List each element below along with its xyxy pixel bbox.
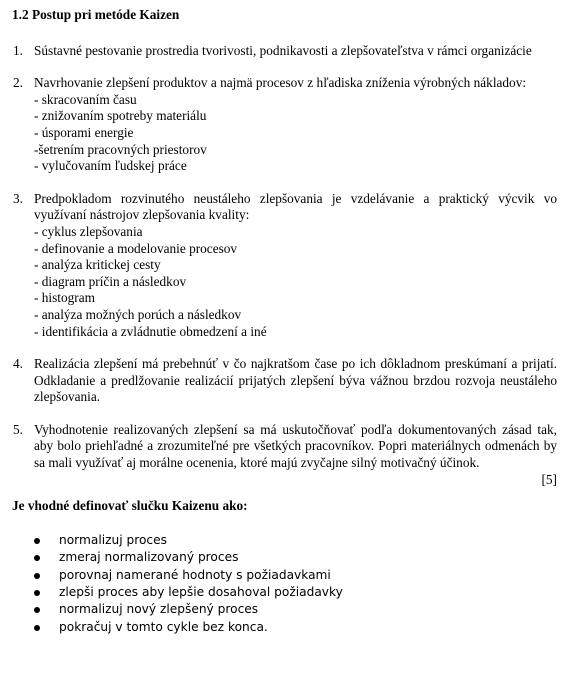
section-title: 1.2 Postup pri metóde Kaizen <box>12 7 180 22</box>
document-page <box>12 7 557 636</box>
list-item-3 <box>12 191 557 340</box>
item-text: Vyhodnotenie realizovaných zlepšení sa má uskutočňovať podľa dokumentovaných zásad tak, aby bolo priehľadné a zrozumiteľné pre všetkých pracovníkov. Popri materiálnych odmenách by sa mali využívať aj morálne ocenenia, ktoré majú zvyčajne silný motivačný účinok. <box>34 421 557 471</box>
list-item-5 <box>12 422 557 488</box>
bullet-icon <box>34 573 40 579</box>
subheading: Je vhodné definovať slučku Kaizenu ako: <box>12 498 248 514</box>
bullet-text: porovnaj namerané hodnoty s požiadavkami <box>59 567 331 582</box>
item-number: 1. <box>13 42 23 58</box>
item-text: Sústavné pestovanie prostredia tvorivosti, podnikavosti a zlepšovateľstva v rámci organizácie <box>34 42 532 58</box>
sub-list-item: - analýza možných porúch a následkov <box>34 306 242 322</box>
sub-list-item: - definovanie a modelovanie procesov <box>34 240 238 256</box>
item-number: 4. <box>13 356 23 372</box>
sub-list <box>34 92 557 175</box>
bullet-item <box>12 567 557 584</box>
bullet-item <box>12 532 557 549</box>
sub-list <box>34 224 557 340</box>
item-number: 5. <box>13 421 23 437</box>
citation-reference: [5] <box>541 471 557 487</box>
bullet-icon <box>34 538 40 544</box>
sub-list-item: - skracovaním času <box>34 91 137 107</box>
bullet-list <box>12 532 557 636</box>
item-text: Realizácia zlepšení má prebehnúť v čo najkratšom čase po ich dôkladnom preskúmaní a prijatí. Odkladanie a predlžovanie realizácií prijatých zlepšení býva vážnou brzdou rozvoja neustáleho zlepšovania. <box>34 356 557 405</box>
bullet-icon <box>34 625 40 631</box>
bullet-item <box>12 619 557 636</box>
bullet-text: normalizuj proces <box>59 532 167 547</box>
list-item-2 <box>12 75 557 175</box>
sub-list-item: - histogram <box>34 290 95 306</box>
bullet-item <box>12 601 557 618</box>
sub-list-item: - cyklus zlepšovania <box>34 223 143 239</box>
bullet-item <box>12 549 557 566</box>
sub-list-item: -šetrením pracovných priestorov <box>34 141 207 157</box>
bullet-text: pokračuj v tomto cykle bez konca. <box>59 619 268 634</box>
sub-list-item: - vylučovaním ľudskej práce <box>34 158 187 174</box>
list-item-1 <box>12 43 557 60</box>
sub-list-item: - znižovaním spotreby materiálu <box>34 108 207 124</box>
item-number: 3. <box>13 190 23 206</box>
bullet-item <box>12 584 557 601</box>
bullet-icon <box>34 590 40 596</box>
sub-list-item: - analýza kritickej cesty <box>34 257 161 273</box>
bullet-icon <box>34 607 40 613</box>
list-item-4 <box>12 356 557 406</box>
sub-list-item: - úsporami energie <box>34 124 134 140</box>
item-number: 2. <box>13 75 23 91</box>
bullet-icon <box>34 555 40 561</box>
bullet-text: zlepši proces aby lepšie dosahoval požiadavky <box>59 585 343 600</box>
sub-list-item: - identifikácia a zvládnutie obmedzení a iné <box>34 323 267 339</box>
bullet-text: normalizuj nový zlepšený proces <box>59 602 259 617</box>
item-text: Predpokladom rozvinutého neustáleho zlepšovania je vzdelávanie a praktický výcvik vo využívaní nástrojov zlepšovania kvality: <box>34 190 557 223</box>
item-text: Navrhovanie zlepšení produktov a najmä procesov z hľadiska zníženia výrobných nákladov: <box>34 75 527 91</box>
bullet-text: zmeraj normalizovaný proces <box>59 550 239 565</box>
sub-list-item: - diagram príčin a následkov <box>34 273 187 289</box>
reference-line <box>34 472 557 489</box>
